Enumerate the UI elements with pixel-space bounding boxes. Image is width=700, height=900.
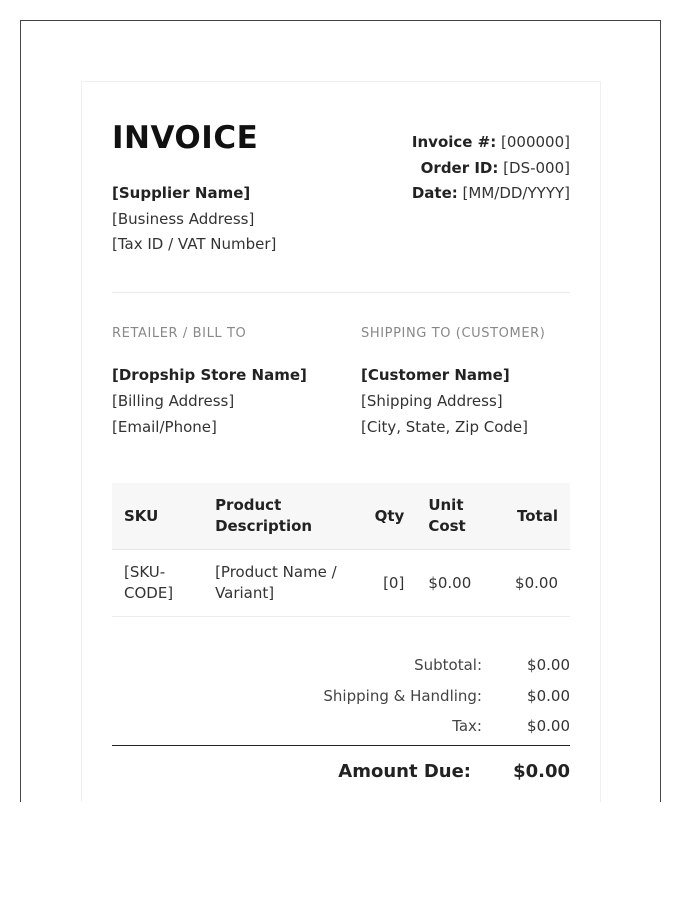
tax-row xyxy=(323,711,570,742)
date-label: Date: xyxy=(411,184,458,202)
row-total: $0.00 xyxy=(496,550,570,617)
row-qty: [0] xyxy=(363,550,417,617)
invoice-number-label: Invoice #: xyxy=(411,133,497,151)
row-description: [Product Name / Variant] xyxy=(203,550,363,617)
order-id-value: [DS-000] xyxy=(503,158,570,177)
invoice-number-line xyxy=(412,130,570,156)
header-qty: Qty xyxy=(363,483,417,550)
header-divider xyxy=(112,292,570,293)
totals-rule xyxy=(112,745,570,746)
tax-label: Tax: xyxy=(452,717,482,735)
table-header-row xyxy=(112,483,570,550)
ship-to-block xyxy=(361,326,545,440)
supplier-address: [Business Address] xyxy=(112,209,255,228)
invoice-number-value: [000000] xyxy=(501,133,570,151)
bill-to-contact: [Email/Phone] xyxy=(112,418,217,436)
subtotal-row xyxy=(323,650,570,681)
supplier-name: [Supplier Name] xyxy=(112,184,251,202)
invoice-title: INVOICE xyxy=(112,120,259,156)
row-unit-cost: $0.00 xyxy=(416,550,495,617)
supplier-tax-id: [Tax ID / VAT Number] xyxy=(112,235,277,253)
header-description: Product Description xyxy=(203,483,363,550)
shipping-label: Shipping & Handling: xyxy=(323,686,482,705)
bill-to-name: [Dropship Store Name] xyxy=(112,366,307,384)
ship-to-city: [City, State, Zip Code] xyxy=(361,418,529,436)
header-total: Total xyxy=(496,483,570,550)
row-sku: [SKU-CODE] xyxy=(112,550,203,617)
amount-due-row xyxy=(338,760,570,784)
date-line xyxy=(412,181,570,207)
invoice-meta xyxy=(412,130,570,207)
ship-to-address: [Shipping Address] xyxy=(361,392,503,410)
tax-value: $0.00 xyxy=(527,717,570,735)
header-sku: SKU xyxy=(112,483,203,550)
table-row xyxy=(112,550,570,617)
totals-block xyxy=(323,650,570,742)
header-unit-cost: Unit Cost xyxy=(416,483,495,550)
subtotal-value: $0.00 xyxy=(527,656,570,674)
ship-to-caption: SHIPPING TO (CUSTOMER) xyxy=(361,326,546,341)
bill-to-caption: RETAILER / BILL TO xyxy=(112,326,247,341)
amount-due-label: Amount Due: xyxy=(338,761,471,782)
order-id-line xyxy=(412,156,570,182)
shipping-value: $0.00 xyxy=(527,686,570,705)
date-value: [MM/DD/YYYY] xyxy=(462,184,570,202)
order-id-label: Order ID: xyxy=(420,158,499,177)
subtotal-label: Subtotal: xyxy=(414,656,482,674)
bill-to-address: [Billing Address] xyxy=(112,392,235,410)
bill-to-block xyxy=(112,326,307,440)
amount-due-value: $0.00 xyxy=(513,761,570,782)
ship-to-name: [Customer Name] xyxy=(361,366,510,384)
shipping-row xyxy=(323,681,570,712)
line-items-table xyxy=(112,483,570,617)
supplier-block xyxy=(112,181,276,258)
